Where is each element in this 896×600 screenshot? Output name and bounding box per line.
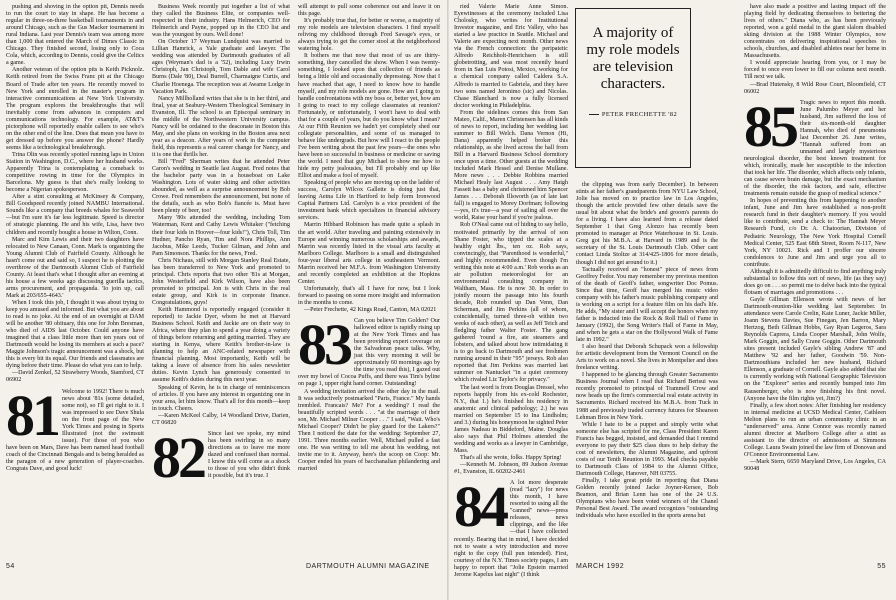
paragraph: pushing and shoving in the option pit, Dennis needs to run the court to stay in shape. He has become a regular in three-on-three basketball tournaments in and around Chicago, such as the Gus Macker tournament in rural Indiana. Last year Dennis's team was among more than 1,000 that entered the March of Dimes Classic in Chicago. They finished second, losing only to Coca Cola, which, according to Dennis, could give the Celtics a game. xyxy=(6,4,144,67)
class-number-81: 81 xyxy=(6,382,58,448)
paragraph: Keith Hammond is reportedly engaged (consider it reported) to Jackie Dyer, whom he met at Harvard Business School. Keith and Jackie are on their way to Africa, where they plan to spend a year doing a variety of things before returning and getting married. They are starting in Kenya, where Keith's brother-in-law is planning to help an ANC-related newspaper with financial planning. Most importantly, Keith will be taking a leave of absence from his sales newsletter duties. Kevin Lynch has generously consented to assume Keith's duties during this next year. xyxy=(152,307,290,384)
paragraph: The last word is from Douglas Dressel, who reports happily from his ex-cold Rochester, N.Y., that 1.) he's finished his residency in anatomic and clinical pathology; 2.) he was married on September 15 to Ina Lindholm; and 3.) during his honeymoon he sighted Peter James Nadeau in Biddeford, Maine. Douglas also says that Phil Holmes attended the wedding and works as a lawyer in Cambridge, Mass. xyxy=(454,384,568,454)
class-entry-81 xyxy=(6,382,144,474)
paragraph: Gayle Gillman Ellenson wrote with news of her Dartmouth-reunion-like wedding last September. In attendance were Carole Crelin, Kate Luner, Jackie Miller, Joann Stevens Davies, Sue Finegan, Jen Barron, Mary Hertzog, Beth Gillman Hobbs, Gay Ryan Legeros, Sara Reynolds Caprera, Linda Cooper Marshall, John Wolfe, Mark Goggin, and Sally Crane Goggin. Other Dartmouth sites present included Gayle's sibling Andrew '87 and Matthew '92 and her father, Goodwin '59. Non-Dartmouthians included her new husband, Richard Ellenson, a graduate of Cornell. Gayle also added that she is currently working with National Geographic Television on the "Explorer" series and recently bumped into Jim Rausenberger, who is now finishing his first novel. (Anyone have the film rights yet, Jim?) xyxy=(744,296,886,402)
magazine-name: DARTMOUTH ALUMNI MAGAZINE xyxy=(306,563,430,570)
class-number-82: 82 xyxy=(152,424,204,490)
entry-83-text: Can you believe Tim Golden? Our hallowed editor is rapidly rising up at the New York Times and has been providing expert coverage on the Salvadoran peace talks. Why, just this very morning it will be approximately 60 mornings ago by the time you read this), I gazed out over my bowl of Cocoa Puffs, and there was Tim's byline on page 1, upper right hand corner. Outstanding! xyxy=(298,318,440,388)
paragraph: While I hate to be a puppet and simply write what someone else has scripted for me, Class President Karen Francis has begged, insisted, and demanded that I remind everyone to pay their $25 class dues to help defray the cost of newsletters, the Alumni Magazine, and upfront costs of our Tenth Reunion in 1993. Mail checks payable to Dartmouth Class of 1984 to the Alumni Office, Dartmouth College, Hanover, NH 03755. xyxy=(576,421,718,477)
paragraph: ried Valerie Marie Anne Simon. Eyewitnesses at the ceremony included Lisa Cholosky, who writes for Institutional Investor magazine, and Eric Valley, who has started a law practice in Seattle. Michael and Valerie are expecting next month. Other news via the French connection: the peripatetic Alfredo Reichholt-Henrichsen is still globetrotting, and was most recently heard from in San Luis Potosi, Mexico, working for a chemical company called Caldera S.A. Alfredo is married to Gabriela, and they have two sons named Jeronimo (sic) and Nicolas. Chase Blanchard is now a fully licensed doctor working in Philadelphia. xyxy=(454,4,568,109)
left-col3-after xyxy=(298,389,440,474)
paragraph: Trina Olin was recently spotted running laps in Union Station in Washington, D.C., where her husband works. Apparently Trina is contemplating a comeback to competitive rowing in time for the Olympics in Barcelona. My guess is that she's really looking to become a Nigerian spokesperson. xyxy=(6,151,144,194)
paragraph: Tactually received an "honest" piece of news from Geoffrey Fedor. You may remember my previous mention of the death of Geoff's father, songwriter Doc Pomus. Since that time, Geoff has merged his music video company with his father's music publishing company and is working on a script for a feature film on his dad's life. He adds, "My sister and I will accept the honors when my father is inducted into the Rock & Roll Hall of Fame in January (1992), the Song Writer's Hall of Fame in May, and when he gets a star on the Hollywood Walk of Fame late in 1992." xyxy=(576,266,718,344)
pull-quote-attribution xyxy=(586,111,680,118)
right-col3-paragraphs xyxy=(744,198,886,473)
paragraph: Rob O'Neal came out of hiding to say hello, motivated primarily by the arrival of son Shane Foster, who tipped the scales at a healthy eight lbs., ten oz. Rob says, convincingly, that "Parenthood is wonderful," and highly recommended. Even though I'm writing this note at 4:00 a.m.' Rob works as an air pollution meteorologist for an environmental consulting company in Waltham, Mass. He is now 30. In order to jointly mourn the passage into his fourth decade, Rob rounded up Dan Venn, Dan Scherman, and Jim Perkins (all of whom, coincidentally, turned three-oh within two weeks of each other), as well as Jeff Teich and fledgling father Walter Foster. The gang gathered 'round a fire, ate steamers and lobsters, and talked about how intimidating it is to go back to Dartmouth and see freshmen running around in their "95" jerseys. Rob also reported that Jim Perkins was married last summer on Nantucket "in a quiet ceremony which rivaled Liz Taylor's for privacy." xyxy=(454,222,568,384)
left-column-3 xyxy=(298,4,440,574)
paragraph: It's probably true that, for better or worse, a majority of my role models are television characters. I find myself reliving my childhood through Fred Savage's eyes, or always trying to get the corner stool at the neighborhood watering hole. xyxy=(298,18,440,53)
class-entry-84 xyxy=(454,474,568,579)
entry-84-text: A lot more desperate (read "lazy") for news this month, I have resorted to using all the "canned" news—press releases, news clippings, and the like—that I have collected recently. Bearing that in mind, I have decided not to waste a wiry introduction and move right to the copy (full pun intended). First, courtesy of the N.Y. Times society pages, I am happy to report that "Jolie Epstein married Jerome Kapelus last night" (I think xyxy=(454,480,568,578)
class-number-84: 84 xyxy=(454,474,506,540)
right-column-3 xyxy=(744,4,886,574)
paragraph: It bothers me that now that most of us are thirty-something, they cancelled the show. When I was twenty-something, I looked upon that collection of friends as being a little old and occasionally depressing. Now that I have reached that age, I need to know how to handle myself, and my role models are gone. How am I going to handle confrontations with my boss or, better yet, how am I going to react to my college classmates at reunion? Fortunately, or unfortunately, I won't have to deal with that for a couple of years, but do you know what I mean? At our Fifth Reunion we hadn't yet completely shed our collegiate personalities, and some of us managed to behave like undergrads. But how will I react to the people I've been writing about the past few years—the ones who have been so successful in business or medicine or saving the world. I need that guy Michael to show me how to hide my petty jealousies, but I'll probably end up like Elliot and make a fool of myself. xyxy=(298,53,440,180)
paragraph: I happened to be glancing through Greater Sacramento Business Journal when I read that Richard Bertsui was recently promoted to principal of Trammell Crow and now heads up the firm's commercial real estate activity in Sacramento. Richard received his M.B.A. from Tuck in 1988 and previously traded currency futures for Shearson Lehman Bros in New York. xyxy=(576,372,718,421)
paragraph: —Kenneth M. Johnson, 89 Judson Avenue #1, Evanston, IL 60202-2461 xyxy=(454,462,568,476)
paragraph: —Karen McKeel Calby, 14 Woodland Drive, Darien, CT 06820 xyxy=(152,412,290,426)
right-page-number: 55 xyxy=(877,563,886,570)
left-page-number: 54 xyxy=(6,563,15,570)
left-col1-paragraphs xyxy=(6,4,144,385)
paragraph: A wedding invitation arrived the other day in the mail. It was seductively postmarked "Paris, France." My hands trembled. Francais? Me? For a wedding? I read the beautifully scripted words . . . "at the marriage of their son, Mr. Michael Milner Cooper . . ." I said, "Wait. Who's Michael Cooper? Didn't he play guard for the Lakers?" Then I noticed the date for the wedding: September 27, 1991. Three months earlier. Well, Michael pulled a fast one. He was writing to tell me about his wedding, not invite me to it. Anyway, here's the scoop on Coop: Mr. Cooper ended his years of bacchanalian philandering and married xyxy=(298,388,440,473)
right-column-2 xyxy=(576,182,718,574)
paragraph: Although it is admittedly difficult to find anything truly substantial to follow this sort of news, life (as they say) does go on . . . so permit me to delve back into the typical flotsam of marriages and promotions . . . xyxy=(744,268,886,296)
pull-quote-box xyxy=(575,8,691,168)
paragraph: —David Zenkel, 52 Strawberry Woods, Stamford, CT 06902 xyxy=(6,370,144,384)
right-col2-paragraphs xyxy=(576,182,718,520)
pull-quote-author: PETER FRECHETTE '82 xyxy=(601,111,678,118)
paragraph: From the sidelines comes this from San Mateo, Calif., Maren Christensen has all kinds of news to report, including her wedding last summer to Bill Welch. Dana Vernon (Hi, Dana) apparently helped broker this relationship, as she lived across the hall from Bill in a Harvard Business School dormitory once upon a time. Other guests at the wedding included Mark Hessel and Denise Mullane. More news . . . Debbie Robbins married Michael Healy last August . . . Amy Haigh Fassett has a baby and christened him Spencer James . . . Deborah Illsworth (as of late last fall) is engaged to Morey Dorfman; following—yes, it's true—a year of sailing all over the world, Raise your hand if you're jealous. xyxy=(454,109,568,222)
paragraph: —Peter Frechette, 42 Kings Road, Canton, MA 02021 xyxy=(304,307,437,314)
paragraph: In hopes of preventing this from happening to another infant, June and Jim have established a non-profit research fund in their daughter's memory. If you would like to contribute, send a check to: The Hannah Meyer Research Fund, c/o Dr. A. Chatoorian, Division of Pediatric Neurology, The New York Hospital Cornell Medical Center, 525 East 68th Street, Room N-117, New York, NY 10021. Rick and I proffer our sincere condolences to June and Jim and urge you all to contribute. xyxy=(744,198,886,268)
paragraph: Business Week recently put together a list of what they called the Business Elite, or companies well-respected in their industry. Hans Helmerich, CEO for Helmerich and Payne, popped up in the CEO list and was the youngest by ours. Well done! xyxy=(152,4,290,39)
entry-81-text: Welcome to 1992! There is much news about '81s (some detailed, some not), so I'll get right to it. I was impressed to see Dave Shula on the front page of the New York Times and posing in Sports Illustrated (not the swimsuit issue). For those of you who have been on Mars, Dave has been named head football coach of the Cincinnati Bengals and is being heralded as the paragon of a new generation of player-coaches. Congrats Dave, and good luck! xyxy=(6,388,144,473)
paragraph: On October 17 Weyman Lundquist was married to Lillian Hamrick, a Yale graduate and lawyer. The wedding was attended by Dartmouth graduates of all ages (Weyman's dad is a '52), including Lucy Irwin Christoph, Jan Christoph, Tom Dable and wife Carol Burns (Dale '80), Deal Burrell, Charmaigne Curtis, and Charlie Hoenega. The reception was at Awame Lodge in Vacation Park. xyxy=(152,39,290,95)
col3-intro: will attempt to pull some coherence out and leave it on this page. xyxy=(298,4,440,18)
right-column-1 xyxy=(454,4,568,578)
paragraph: Bill "Fred" Sherman writes that he attended Peter Caron's wedding in Seattle last August. Fred notes that the bachelor party was in a houseboat on Lake Washington. Lots of water skiing and other activities abounded, as well as a surprise announcement by Bob Crowe. Fred remembers the announcement, but none of the details, such as who Bob's fiancée is. Must have been plenty of beer, too! xyxy=(152,159,290,215)
left-column-2 xyxy=(152,4,290,574)
paragraph: Another veteran of the option pits is Keith Picknolz. Keith retired from the Swiss Franc pit at the Chicago Board of Trade after ten years. He recently moved to New York and enrolled in the master's program in interactive communications at New York University. The program explores the breakthroughs that will inevitably come from advances in computers and communications technology. For example, AT&T's pictorphone will reportedly enable callers to see who's on the other end of the line. Does that mean you have to get dressed up before you answer the phone? Hardly seems like a technological breakthrough. xyxy=(6,67,144,151)
class-entry-85 xyxy=(744,93,886,199)
class-number-85: 85 xyxy=(744,93,796,159)
dash-icon xyxy=(589,114,599,115)
paragraph: Nancy Millholland writes that she is in her third, and final, year at Seabury-Western Theological Seminary in Evanston, Ill. The school is an Episcopal seminary in the middle of the Northwestern University campus. Nancy will be ordained to the deaconate in Boston this May, and she plans on working in the Boston area next year as a deacon. After years of work in the computer field, this represents a real career change for Nancy, and it is one that thrills her. xyxy=(152,95,290,158)
right-col1-paragraphs xyxy=(454,4,568,476)
paragraph: Finally, a few short notes: After finishing her residency in internal medicine at UCSD Medical Center, Cathleen Melton plans to run an urban community clinic in an "underserved" area. Anne Connor was recently named alumni director at Marlboro College after a stint as assistant to the director of admissions at Simmons College. Laura Swain joined the law firm of Donovan and O'Connor Environmental Law. xyxy=(744,402,886,458)
paragraph: Finally, I take great pride in reporting that Diana Golden recently joined Jacke Joyner-Kersee, Bob Beamon, and Brian Lenn has one of the 24 U.S. Olympians who have been voted winners of the Chanel Personal Best Award. The award recognizes "outstanding individuals who have excelled in the sports arena but xyxy=(576,477,718,520)
paragraph: I would appreciate hearing from you, or I may be forced to once even lower to fill our column next month. Till next we talk. xyxy=(744,60,886,81)
class-entry-82 xyxy=(152,424,290,490)
paragraph: Marc and Kim Lewis and their two daughters have relocated to New Canaan, Conn. Mark is organizing the Young Alumni Club of Fairfield County. Although he hasn't come out and said so, I suspect he is plotting the overthrow of the Dartmouth Alumni Club of Fairfield County. At least that's what I thought after an evening at his house a few weeks ago discussing guerilla tactics, arms procurement, and propaganda. 'Io join up, call Mark at 203/655-4643.' xyxy=(6,236,144,299)
left-page xyxy=(6,4,442,574)
page-gutter xyxy=(447,0,449,600)
left-column-1 xyxy=(6,4,144,574)
paragraph: —Mark Stern, 6650 Maryland Drive, Los Angeles, CA 90048 xyxy=(744,459,886,473)
left-col2-paragraphs xyxy=(152,4,290,427)
left-col3-paragraphs xyxy=(298,18,440,314)
entry-85-text: Tragic news to report this month. June Palumbo Meyer and her husband, Jim suffered the loss of their six-month-old daughter Hannah, who died of pneumonia last December 26. June writes, "Hannah suffered from an unnamed and largely mysterious neurological disorder, the best known treatment for which, ironically, made her susceptible to the infection that took her life. The disorder, which affects only infants, can cause severe brain damage, but the exact mechanism of the disorder, the risk factors, and safe, effective treatments remain outside the grasp of medical science." xyxy=(744,99,886,198)
paragraph: Marrin Hibbard Robinson has made quite a splash in the art world. After traveling and painting extensively in Europe and winning numerous scholarships and awards, Marrin was recently listed in the visual arts faculty at Marlboro College. Marlboro is a small and distinguished four-year liberal arts college in southeastern Vermont. Marrin received her M.F.A. from Washington University and recently completed an exhibition at the Hopkins Center. xyxy=(298,222,440,285)
paragraph: Chris Nichaus, still with Morgan Stanley Real Estate, has been transferred to New York and promoted to principal. Chris reports that two other '81s at Morgan, John Westerfield and Kirk Wilson, have also been promoted to principal. Jon is with Chris in the real estate group, and Kirk is in corporate finance. Congratulations, guys! xyxy=(152,257,290,306)
paragraph: Unfortunately, that's all I have for now, but I look forward to passing on some more insight and information in the months to come. xyxy=(298,285,440,306)
pull-quote-text: A majority of my role models are television characters. xyxy=(586,25,680,92)
paragraph: I also heard that Deborah Schupack won a fellowship for artistic development from the Vermont Council on the Arts to work on a novel. She lives in Montpelier and does freelance writing. xyxy=(576,344,718,372)
paragraph: the clipping was from early December). In between stints at her father's grandparents from NYU Law School, Jolie has moved on to practice law in Los Angeles, though the article provided few other details save the usual bit about what the bride's and groom's parents do for a living. I have also learned from a release dated September 1 that Greg Alonzo has recently been promoted to manager at Price Waterhouse in St. Louis. Greg got his M.B.A. at Harvard in 1989 and is the secretary of the St. Louis Dartmouth Club. Other cant contact Linda Stoltze at 314/425-1806 for more details, though I did not get around to it.) xyxy=(576,182,718,266)
paragraph: Many '80s attended the wedding, including Tom Waterman, Kent and Cathy Lewis Whitaker ("fetching their four kids in Hoover—four kids!"), Chris Toll, Tim Hudner, Pancho Ryan, Tim and Nora Phillips, Ann Jacobus, Mike Leeds, Tucker Gilman, and John and Pam Simonson. Thanks for the news, Fred. xyxy=(152,215,290,257)
class-entry-83 xyxy=(298,312,440,388)
paragraph: Speaking of people who are moving up on the ladder of success, Carolyn Wilcox Gallette is doing just that, leaving Aetna Life in Hartford to help form Ironwood Capital Partners Ltd. Carolyn is a vice president of the investment bank which specializes in financial advisory services. xyxy=(298,180,440,222)
paragraph: After a stint consulting at McKinsey & Company, Bill Goodspeed recently joined NAMBU International. Sounds like a company that breeds whales for Seaworld—but I'm sure it's far less legitimate. Speed is director of strategic planning. He and his wife, Lisa, have two children and recently bought a house in Wilton, Conn. xyxy=(6,194,144,236)
paragraph: When I took this job, I thought it was about trying to keep you amused and informed. But what you are about to read is no joke. At the end of an overnight at DAM will be another '80 obituary, this one for John Bresman, who died of AIDS last October. Could anyone have imagined that a class little more than ten years out of Dartmouth would be losing its members at such a pace? Maggie Johnson's tragic announcement was a shock, but this is every bit its equal. Our friends and classmates are dying before their time. Please do what you can to help. xyxy=(6,299,144,370)
paragraph: have also made a positive and lasting impact off the playing field by dedicating themselves to bettering the lives of others." Diana who, as has been previously reported, won a gold medal in the giant slalom disabled skiing division at the 1988 Winter Olympics, now concentrates on delivering inspirational speeches to schools, churches, and disabled athletes near her home in Massachusetts. xyxy=(744,4,886,60)
class-number-83: 83 xyxy=(298,312,350,378)
issue-date: MARCH 1992 xyxy=(576,563,625,570)
paragraph: That's all she wrote, folks. Happy Spring! xyxy=(460,455,562,461)
paragraph: Speaking of Kevin, he is in charge of reminiscences of articles. If you have any interest in organizing one in your area, let him know. That's all for this month—keep in touch. Cheers. xyxy=(152,384,290,412)
paragraph: —Brad Hutensky, 8 Wild Rose Court, Bloomfield, CT 06002 xyxy=(744,81,886,95)
entry-82-text: Since last we spoke, my mind has been swirling in so many directions as to leave me more dazed and confused than normal. I know this will come as a shock to those of you who didn't think it possible, but it's true. I xyxy=(208,430,290,480)
right-col3-intro xyxy=(744,4,886,96)
